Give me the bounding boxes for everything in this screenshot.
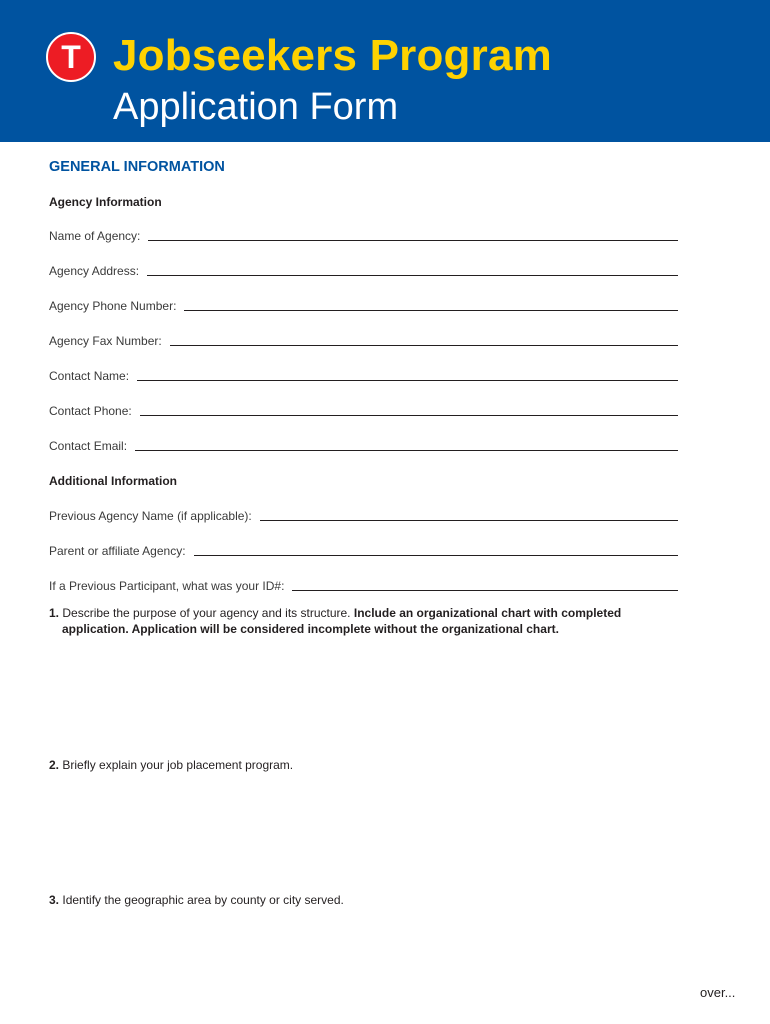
continue-indicator: over... xyxy=(700,985,736,1000)
question-1-number: 1. xyxy=(49,606,60,620)
agency-name-label: Name of Agency: xyxy=(49,229,141,243)
section-title-general: GENERAL INFORMATION xyxy=(49,159,225,175)
question-2-number: 2. xyxy=(49,758,60,772)
parent-agency-input[interactable] xyxy=(194,542,678,556)
contact-phone-label: Contact Phone: xyxy=(49,404,132,418)
contact-email-label: Contact Email: xyxy=(49,439,128,453)
header-banner xyxy=(0,0,770,142)
question-3 xyxy=(49,892,659,908)
parent-agency-field[interactable] xyxy=(49,541,678,559)
page-subtitle: Application Form xyxy=(113,86,399,128)
page-title: Jobseekers Program xyxy=(113,31,552,80)
question-1 xyxy=(49,605,672,637)
previous-id-field[interactable] xyxy=(49,576,678,594)
additional-info-heading: Additional Information xyxy=(49,474,177,488)
previous-agency-name-input[interactable] xyxy=(260,507,678,521)
previous-agency-name-field[interactable] xyxy=(49,506,678,524)
contact-phone-field[interactable] xyxy=(49,401,678,419)
parent-agency-label: Parent or affiliate Agency: xyxy=(49,544,186,558)
agency-fax-input[interactable] xyxy=(170,332,678,346)
logo-letter: T xyxy=(61,39,81,75)
contact-name-field[interactable] xyxy=(49,366,678,384)
question-3-text: Identify the geographic area by county or city served. xyxy=(62,893,344,907)
question-1-requirement: Include an organizational chart with completed application. Application will be considered incomplete without the organizational chart. xyxy=(62,606,622,636)
question-2-answer-area[interactable] xyxy=(49,778,678,888)
agency-fax-label: Agency Fax Number: xyxy=(49,334,162,348)
contact-phone-input[interactable] xyxy=(140,402,678,416)
agency-address-field[interactable] xyxy=(49,261,678,279)
contact-name-input[interactable] xyxy=(137,367,678,381)
agency-phone-field[interactable] xyxy=(49,296,678,314)
question-3-answer-area[interactable] xyxy=(49,913,678,978)
agency-address-input[interactable] xyxy=(147,262,678,276)
agency-phone-label: Agency Phone Number: xyxy=(49,299,177,313)
agency-phone-input[interactable] xyxy=(184,297,678,311)
previous-id-label: If a Previous Participant, what was your ID#: xyxy=(49,579,285,593)
question-1-text: Describe the purpose of your agency and its structure. xyxy=(62,606,351,620)
contact-name-label: Contact Name: xyxy=(49,369,130,383)
agency-info-heading: Agency Information xyxy=(49,195,162,209)
question-3-number: 3. xyxy=(49,893,60,907)
agency-name-field[interactable] xyxy=(49,226,678,244)
contact-email-field[interactable] xyxy=(49,436,678,454)
transit-logo-icon xyxy=(46,32,96,82)
question-2 xyxy=(49,757,659,773)
previous-id-input[interactable] xyxy=(292,577,678,591)
question-2-text: Briefly explain your job placement program. xyxy=(62,758,294,772)
agency-name-input[interactable] xyxy=(148,227,678,241)
agency-fax-field[interactable] xyxy=(49,331,678,349)
previous-agency-name-label: Previous Agency Name (if applicable): xyxy=(49,509,252,523)
contact-email-input[interactable] xyxy=(135,437,678,451)
agency-address-label: Agency Address: xyxy=(49,264,140,278)
question-1-answer-area[interactable] xyxy=(49,642,678,752)
